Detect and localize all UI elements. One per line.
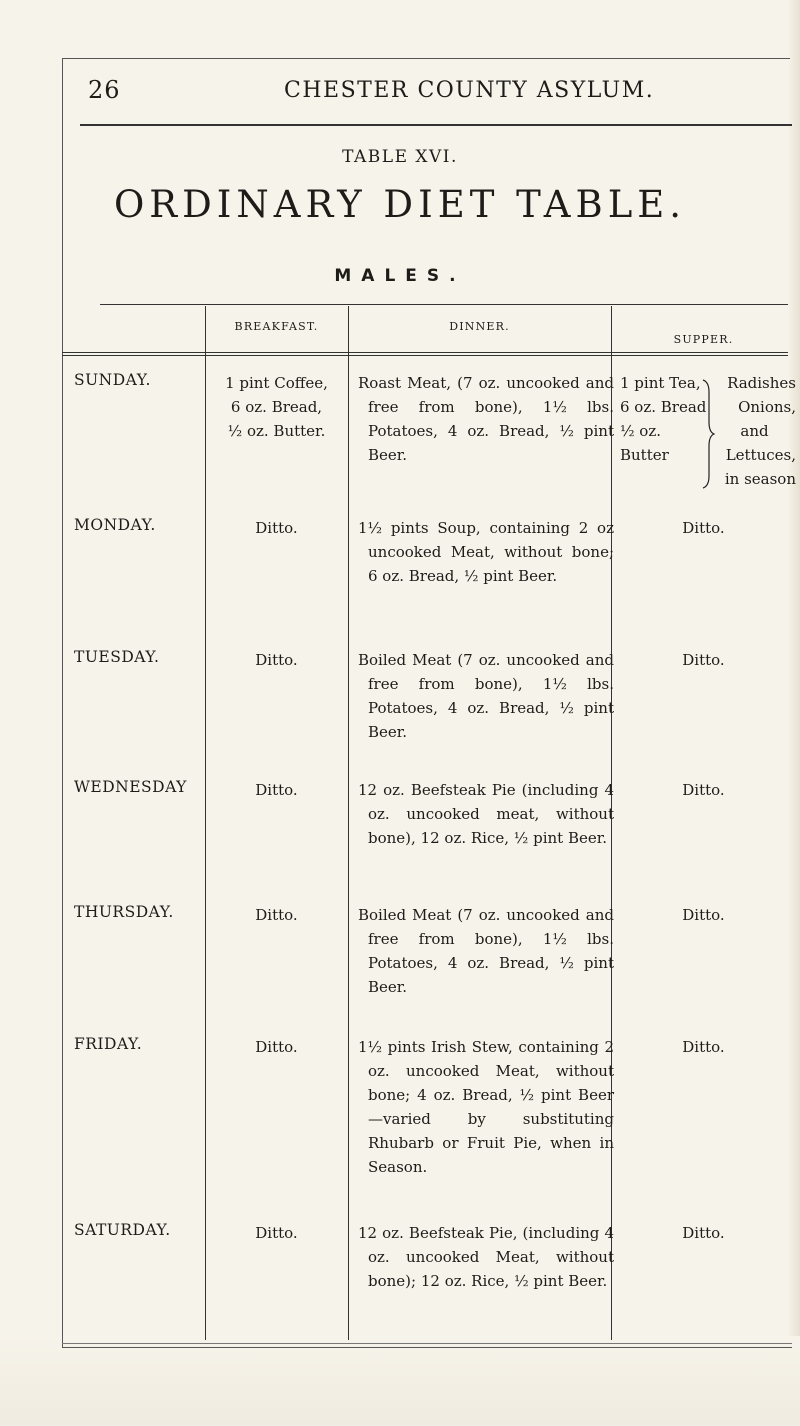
day-label: SUNDAY. [74, 371, 151, 389]
breakfast-cell: Ditto. [255, 1224, 298, 1242]
breakfast-cell: Ditto. [255, 519, 298, 537]
frame-left-rule [62, 58, 63, 1348]
table-subtitle: MALES. [334, 266, 466, 286]
supper-extra-line: Lettuces, [725, 446, 796, 464]
supper-extra-line: Radishes [727, 374, 796, 392]
supper-extra-line: Onions, [738, 398, 796, 416]
page-bottom-margin [0, 1336, 800, 1426]
breakfast-cell: Ditto. [255, 651, 298, 669]
breakfast-cell: Ditto. [255, 1038, 298, 1056]
supper-extras [713, 371, 796, 491]
column-header-supper: SUPPER. [673, 333, 734, 346]
day-label: TUESDAY. [74, 648, 160, 666]
supper-line: 6 oz. Bread [620, 398, 707, 416]
dinner-cell: Boiled Meat (7 oz. uncooked and free from bone), 1½ lbs. Potatoes, 4 oz. Bread, ½ pint Beer. [358, 906, 614, 996]
breakfast-line: ½ oz. Butter. [227, 422, 326, 440]
supper-cell: Ditto. [682, 1038, 725, 1056]
column-rule-2 [348, 306, 349, 1340]
breakfast-cell [205, 371, 348, 443]
supper-line: ½ oz. Butter [620, 422, 669, 464]
frame-bottom-rule [62, 1347, 792, 1348]
breakfast-line: 1 pint Coffee, [225, 374, 328, 392]
column-header-dinner: DINNER. [449, 320, 510, 333]
supper-extra-line: in season [724, 470, 796, 488]
dinner-cell: 1½ pints Soup, containing 2 oz uncooked Meat, without bone; 6 oz. Bread, ½ pint Beer. [358, 519, 614, 585]
breakfast-line: 6 oz. Bread, [230, 398, 323, 416]
running-title: CHESTER COUNTY ASYLUM. [284, 78, 655, 103]
header-bottom-rule [62, 352, 788, 353]
header-rule [80, 124, 792, 126]
frame-top-rule [62, 58, 790, 59]
supper-cell: Ditto. [682, 519, 725, 537]
day-label: THURSDAY. [74, 903, 174, 921]
column-header-breakfast: BREAKFAST. [234, 320, 319, 333]
column-rule-1 [205, 306, 206, 1340]
dinner-cell: 12 oz. Beefsteak Pie, (including 4 oz. uncooked Meat, without bone); 12 oz. Rice, ½ pint Beer. [358, 1224, 614, 1290]
table-number: TABLE XVI. [342, 147, 458, 167]
dinner-cell: Roast Meat, (7 oz. uncooked and free from bone), 1½ lbs. Potatoes, 4 oz. Bread, ½ pint Beer. [358, 374, 614, 464]
day-label: SATURDAY. [74, 1221, 171, 1239]
day-label: WEDNESDAY [74, 778, 187, 796]
dinner-cell: 12 oz. Beefsteak Pie (including 4 oz. uncooked meat, without bone), 12 oz. Rice, ½ pint Beer. [358, 781, 614, 847]
supper-extra-line: and [740, 422, 769, 440]
day-label: FRIDAY. [74, 1035, 143, 1053]
supper-items [620, 371, 712, 467]
dinner-cell: 1½ pints Irish Stew, containing 2 oz. uncooked Meat, without bone; 4 oz. Bread, ½ pint Beer—varied by substituting Rhubarb or Fruit Pie, when in Season. [358, 1038, 614, 1176]
breakfast-cell: Ditto. [255, 906, 298, 924]
table-top-rule [100, 304, 788, 305]
header-bottom-rule-double [62, 355, 788, 356]
supper-cell: Ditto. [682, 781, 725, 799]
supper-line: 1 pint Tea, [620, 374, 701, 392]
supper-cell: Ditto. [682, 906, 725, 924]
frame-bottom-rule-inner [62, 1343, 792, 1344]
dinner-cell: Boiled Meat (7 oz. uncooked and free from bone), 1½ lbs. Potatoes, 4 oz. Bread, ½ pint Beer. [358, 651, 614, 741]
page-number: 26 [88, 76, 121, 104]
breakfast-cell: Ditto. [255, 781, 298, 799]
day-label: MONDAY. [74, 516, 156, 534]
supper-cell: Ditto. [682, 651, 725, 669]
supper-cell: Ditto. [682, 1224, 725, 1242]
table-title: ORDINARY DIET TABLE. [113, 183, 687, 226]
